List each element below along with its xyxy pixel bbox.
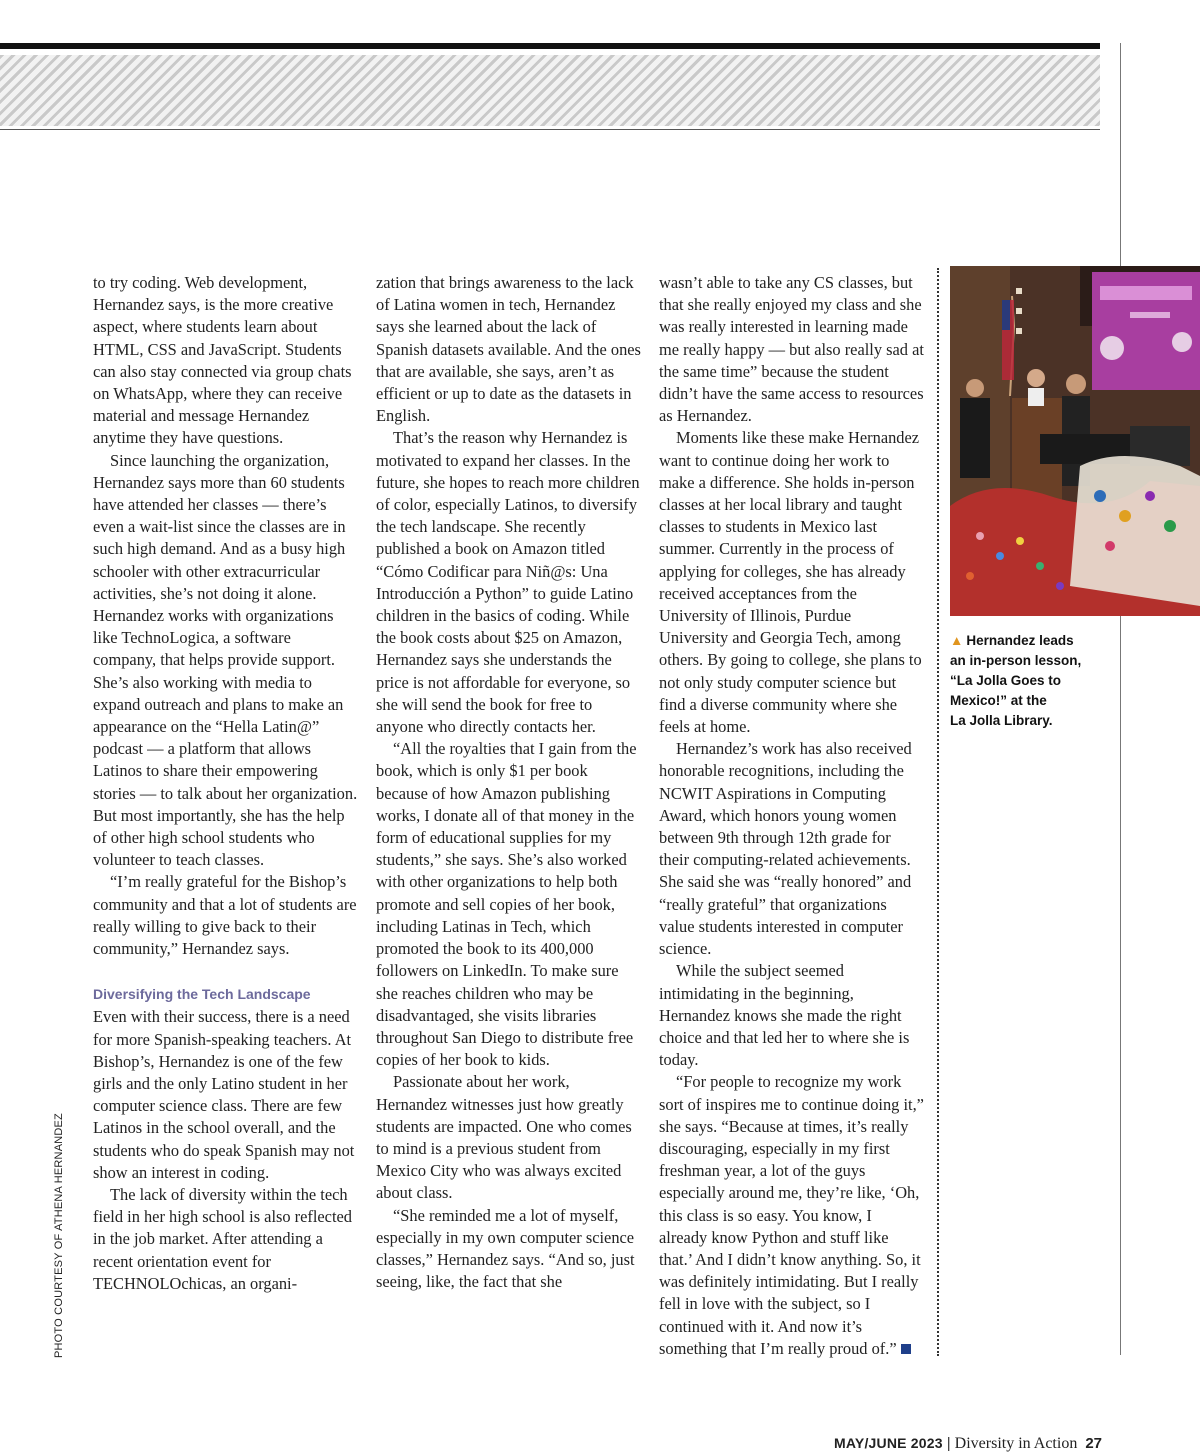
paragraph: While the subject seemed intimidating in the beginning, Hernandez knows she made the right choice and that led her to where she is today. bbox=[659, 961, 910, 1070]
article-column-3 bbox=[659, 272, 924, 1360]
paragraph-text: “For people to recognize my work sort of inspires me to continue doing it,” she says. “Because at times, it’s really discouraging, especially in my first freshman year, a lot of the guys especially around me, they’re like, ‘Oh, this class is so easy. You know, I already know Python and stuff like that.’ And I didn’t know anything. So, it was definitely intimidating. But I really fell in love with the subject, so I continued with it. And now it’s something that I’m really proud of.” bbox=[659, 1072, 924, 1358]
caption-line-1 bbox=[950, 631, 1110, 651]
paragraph: Since launching the organization, Hernandez says more than 60 students have attended her classes — there’s even a wait-list since the classes are in such high demand. And as a busy high schooler with other extracurricular activities, she’s not doing it alone. Hernandez works with organizations like TechnoLogica, a software company, that helps provide support. She’s also working with media to expand outreach and plans to make an appearance on the “Hella Latin@” podcast — a platform that allows Latinos to share their empowering stories — to talk about her organization. But most importantly, she has the help of other high school students who volunteer to teach classes. bbox=[93, 450, 358, 870]
end-mark-icon bbox=[901, 1344, 911, 1354]
page-edge-rule bbox=[1120, 43, 1121, 1355]
paragraph bbox=[659, 1071, 924, 1360]
caption-text: Hernandez leads bbox=[966, 633, 1074, 648]
footer-separator: | bbox=[946, 1435, 951, 1452]
header-rule bbox=[0, 129, 1100, 130]
paragraph: wasn’t able to take any CS classes, but that she really enjoyed my class and she was really interested in learning made me really happy — but also really sad at the same time” because the student didn’t have the same access to resources as Hernandez. bbox=[659, 273, 924, 426]
paragraph: The lack of diversity within the tech field in her high school is also reflected in the job market. After attending a recent orientation event for TECHNOLOchicas, an organi- bbox=[93, 1184, 352, 1293]
paragraph: “All the royalties that I gain from the book, which is only $1 per book because of how Amazon publishing works, I donate all of that money in the form of educational supplies for my students,” she says. She’s also worked with other organizations to help both promote and sell copies of her book, including Latinas in Tech, which promoted the book to its 400,000 followers on LinkedIn. To make sure she reaches children who may be disadvantaged, she visits libraries throughout San Diego to distribute free copies of her book to kids. bbox=[376, 739, 637, 1070]
header-hatch-band bbox=[0, 55, 1100, 126]
page-number: 27 bbox=[1085, 1435, 1102, 1452]
paragraph: Moments like these make Hernandez want to continue doing her work to make a difference. She holds in-person classes at her local library and taught classes to students in Mexico last summer. Currently in the process of applying for colleges, she has already received acceptances from the University of Illinois, Purdue University and Georgia Tech, among others. By going to college, she plans to not only study computer science but find a diverse community where she feels at home. bbox=[659, 428, 922, 737]
paragraph: “I’m really grateful for the Bishop’s community and that a lot of students are really willing to give back to their community,” Hernandez says. bbox=[93, 872, 357, 959]
lesson-photo bbox=[950, 266, 1200, 616]
paragraph: That’s the reason why Hernandez is motivated to expand her classes. In the future, she hopes to reach more children of color, especially Latinos, to diversify the tech landscape. She recently published a book on Amazon titled “Cómo Codificar para Niñ@s: Una Introducción a Python” to guide Latino children in the basics of coding. While the book costs about $25 on Amazon, Hernandez says she understands the price is not affordable for everyone, so she will send the book for free to anyone who directly contacts her. bbox=[376, 428, 640, 737]
caption-line-4: Mexico!” at the bbox=[950, 693, 1047, 708]
triangle-up-icon: ▲ bbox=[950, 633, 964, 648]
issue-date: MAY/JUNE 2023 bbox=[834, 1435, 943, 1451]
paragraph: Passionate about her work, Hernandez witnesses just how greatly students are impacted. One who comes to mind is a previous student from Mexico City who was always excited about class. bbox=[376, 1072, 632, 1203]
caption-line-3: “La Jolla Goes to bbox=[950, 673, 1062, 688]
magazine-name: Diversity in Action bbox=[954, 1435, 1078, 1452]
caption-line-2: an in-person lesson, bbox=[950, 653, 1082, 668]
paragraph: Hernandez’s work has also received honorable recognitions, including the NCWIT Aspirations in Computing Award, which honors young women between 9th through 12th grade for their computing-related achievements. She said she was “really honored” and “really grateful” that organizations value students interested in computer science. bbox=[659, 739, 912, 959]
paragraph: “She reminded me a lot of myself, especially in my own computer science classes,” Hernandez says. “And so, just seeing, like, the fact that she bbox=[376, 1205, 635, 1292]
top-rule bbox=[0, 43, 1100, 49]
paragraph: to try coding. Web development, Hernandez says, is the more creative aspect, where students learn about HTML, CSS and JavaScript. Students can also stay connected via group chats on WhatsApp, where they can receive material and message Hernandez anytime they have questions. bbox=[93, 273, 352, 448]
caption-line-5: La Jolla Library. bbox=[950, 713, 1053, 728]
paragraph: zation that brings awareness to the lack of Latina women in tech, Hernandez says she learned about the lack of Spanish datasets available. And the ones that are available, she says, aren’t as efficient or up to date as the datasets in English. bbox=[376, 273, 641, 426]
article-column-2 bbox=[376, 272, 641, 1293]
page-footer bbox=[834, 1434, 1102, 1453]
section-subhead: Diversifying the Tech Landscape bbox=[93, 986, 311, 1003]
photo-credit: PHOTO COURTESY OF ATHENA HERNANDEZ bbox=[53, 1113, 65, 1358]
photo-illustration bbox=[950, 266, 1200, 616]
article-column-1 bbox=[93, 272, 358, 1295]
paragraph: Even with their success, there is a need for more Spanish-speaking teachers. At Bishop’s, Hernandez is one of the few girls and the only Latino student in her computer science class. There are few Latinos in the school overall, and the students who do speak Spanish may not show an interest in coding. bbox=[93, 1007, 355, 1182]
photo-caption bbox=[950, 631, 1110, 731]
dotted-divider bbox=[937, 268, 939, 1356]
